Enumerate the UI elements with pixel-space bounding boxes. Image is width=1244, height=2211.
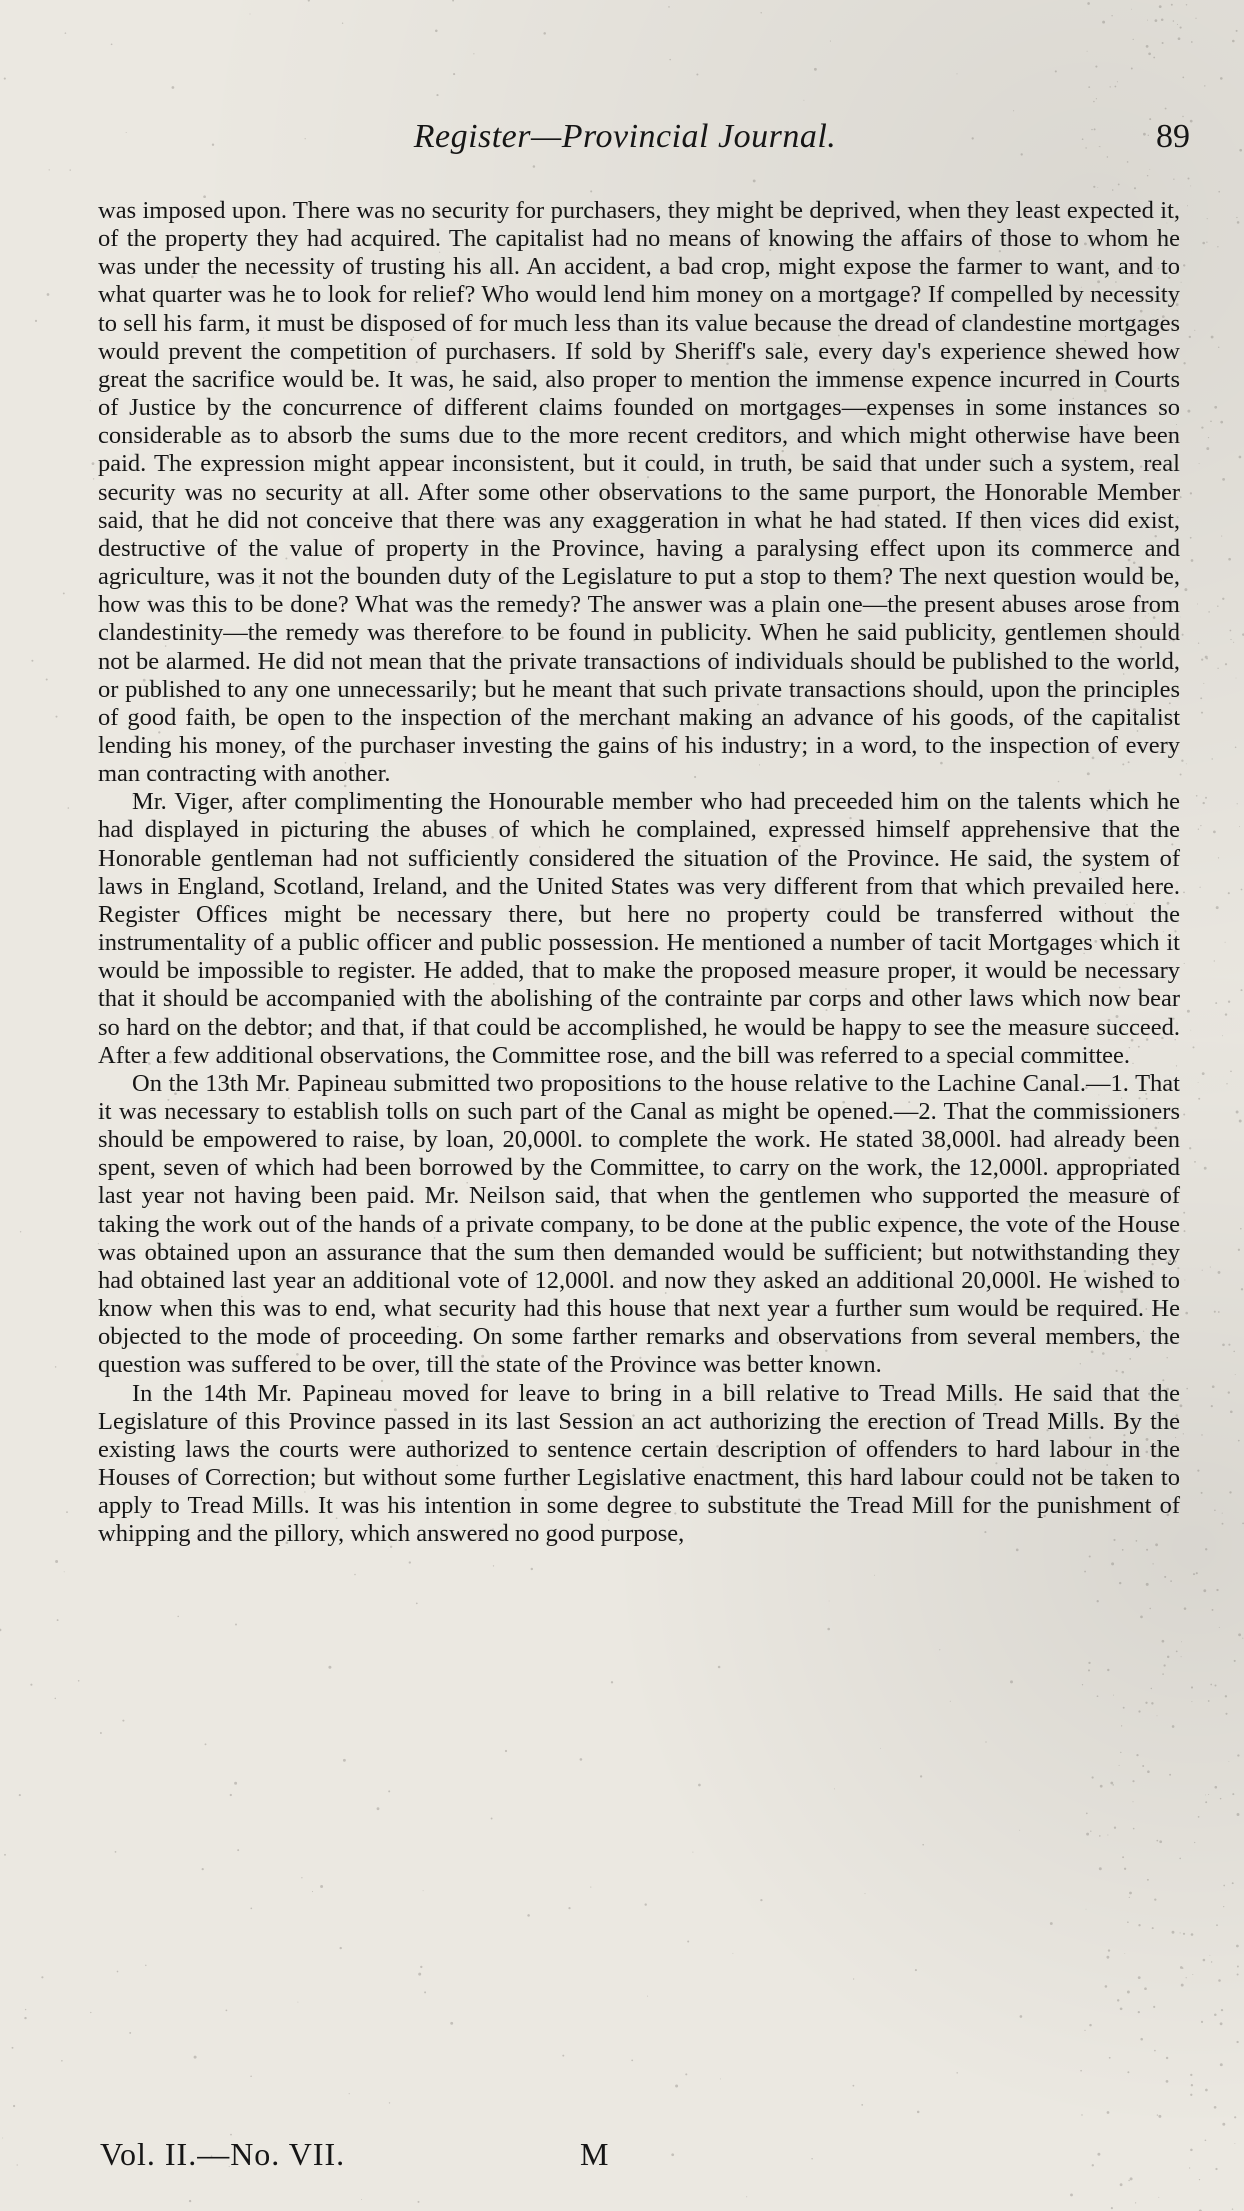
- article-body: [98, 197, 1180, 1549]
- paragraph-mr-viger: Mr. Viger, after complimenting the Honourable member who had preceeded him on the talents which he had displayed in picturing the abuses of which he complained, expressed himself apprehensive that the Honorable gentleman had not sufficiently considered the situation of the Province. He said, the system of laws in England, Scotland, Ireland, and the United States was very different from that which prevailed here. Register Offices might be necessary there, but here no property could be transferred without the instrumentality of a public officer and public possession. He mentioned a number of tacit Mortgages which it would be impossible to register. He added, that to make the proposed measure proper, it would be necessary that it should be accompanied with the abolishing of the contrainte par corps and other laws which now bear so hard on the debtor; and that, if that could be accomplished, he would be happy to see the measure succeed. After a few additional observations, the Committee rose, and the bill was referred to a special committee.: [98, 788, 1180, 1069]
- page-footer: [100, 2136, 1060, 2176]
- volume-number: Vol. II.—No. VII.: [100, 2136, 346, 2172]
- running-title: Register—Provincial Journal.: [413, 118, 837, 155]
- paragraph-lachine-canal: On the 13th Mr. Papineau submitted two propositions to the house relative to the Lachine Canal.—1. That it was necessary to establish tolls on such part of the Canal as might be opened.—2. That the commissioners should be empowered to raise, by loan, 20,000l. to complete the work. He stated 38,000l. had already been spent, seven of which had been borrowed by the Committee, to carry on the work, the 12,000l. appropriated last year not having been paid. Mr. Neilson said, that when the gentlemen who supported the measure of taking the work out of the hands of a private company, to be done at the public expence, the vote of the House was obtained upon an assurance that the sum then demanded would be sufficient; but notwithstanding they had obtained last year an additional vote of 12,000l. and now they asked an additional 20,000l. He wished to know when this was to end, what security had this house that next year a further sum would be required. He objected to the mode of proceeding. On some farther remarks and observations from several members, the question was suffered to be over, till the state of the Province was better known.: [98, 1069, 1180, 1379]
- printer-signature-mark: M: [580, 2136, 609, 2172]
- paragraph-registry-abuses: was imposed upon. There was no security for purchasers, they might be deprived, when they least expected it, of the property they had acquired. The capitalist had no means of knowing the affairs of those to whom he was under the necessity of trusting his all. An accident, a bad crop, might expose the farmer to want, and to what quarter was he to look for relief? Who would lend him money on a mortgage? If compelled by necessity to sell his farm, it must be disposed of for much less than its value because the dread of clandestine mortgages would prevent the competition of purchasers. If sold by Sheriff's sale, every day's experience shewed how great the sacrifice would be. It was, he said, also proper to mention the immense expence incurred in Courts of Justice by the concurrence of different claims founded on mortgages—expenses in some instances so considerable as to absorb the sums due to the more recent creditors, and which might otherwise have been paid. The expression might appear inconsistent, but it could, in truth, be said that under such a system, real security was no security at all. After some other observations to the same purport, the Honorable Member said, that he did not conceive that there was any exaggeration in what he had stated. If then vices did exist, destructive of the value of property in the Province, having a paralysing effect upon its commerce and agriculture, was it not the bounden duty of the Legislature to put a stop to them? The next question would be, how was this to be done? What was the remedy? The answer was a plain one—the present abuses arose from clandestinity—the remedy was therefore to be found in publicity. When he said publicity, gentlemen should not be alarmed. He did not mean that the private transactions of individuals should be published to the world, or published to any one unnecessarily; but he meant that such private transactions should, upon the principles of good faith, be open to the inspection of the merchant making an advance of his goods, of the capitalist lending his money, of the purchaser investing the gains of his industry; in a word, to the inspection of every man contracting with another.: [98, 197, 1180, 788]
- page-header: [60, 118, 1190, 168]
- page-number: 89: [1156, 118, 1190, 155]
- paragraph-tread-mills: In the 14th Mr. Papineau moved for leave to bring in a bill relative to Tread Mills. He said that the Legislature of this Province passed in its last Session an act authorizing the erection of Tread Mills. By the existing laws the courts were authorized to sentence certain description of offenders to hard labour in the Houses of Correction; but without some further Legislative enactment, this hard labour could not be taken to apply to Tread Mills. It was his intention in some degree to substitute the Tread Mill for the punishment of whipping and the pillory, which answered no good purpose,: [98, 1379, 1180, 1548]
